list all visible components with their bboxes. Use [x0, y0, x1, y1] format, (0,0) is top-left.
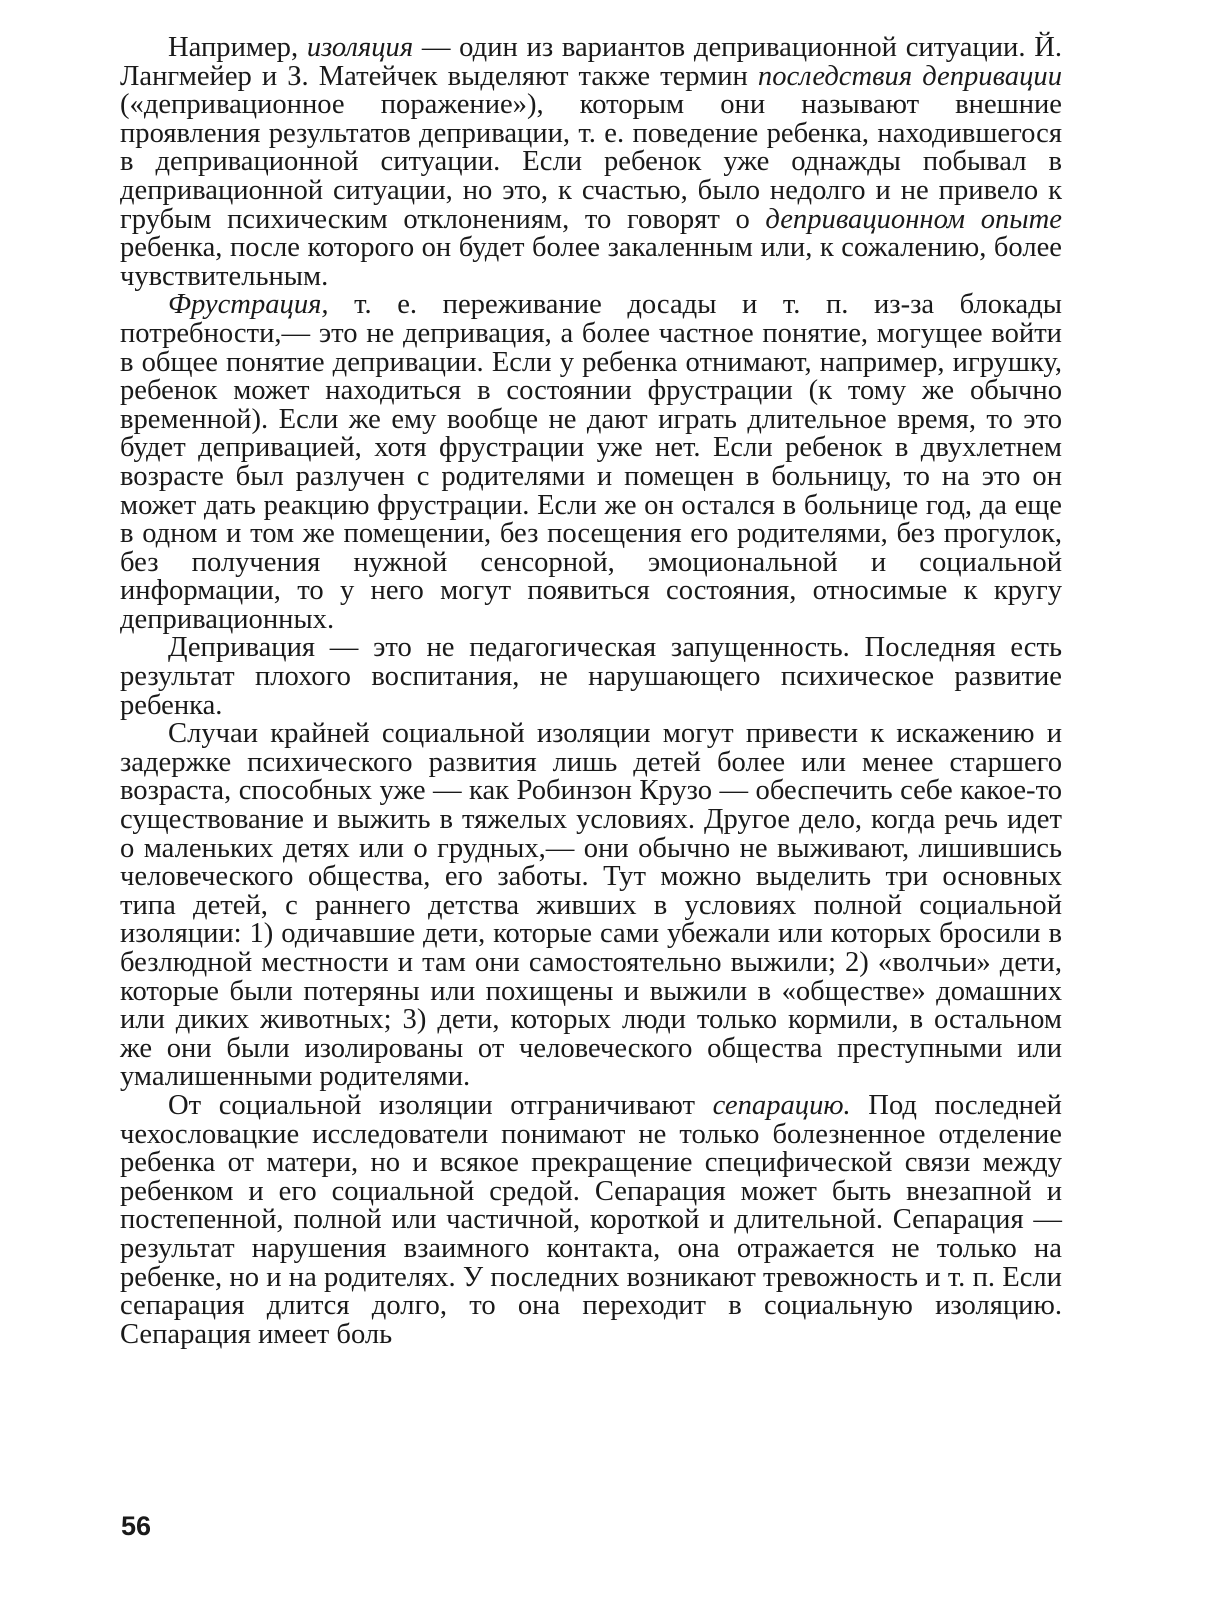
paragraph-social-isolation: Случаи крайней социальной изоляции могут привести к искажению и задержке психического развития лишь детей более или менее старшего возраста, способных уже — как Робинзон Крузо — обеспечить себе какое-то существование и выжить в тяжелых условиях. Другое дело, когда речь идет о маленьких детях или о грудных,— они обычно не выживают, лишившись человеческого общества, его заботы. Тут можно выделить три основных типа детей, с раннего детства живших в условиях полной социальной изоляции: 1) одичавшие дети, которые сами убежали или которых бросили в безлюдной местности и там они самостоятельно выжили; 2) «волчьи» дети, которые были потеряны или похищены и выжили в «обществе» домашних или диких животных; 3) дети, которых люди только кормили, в остальном же они были изолированы от человеческого общества преступными или умалишенными родителями.: [120, 718, 1062, 1093]
page-number: 56: [121, 1511, 152, 1541]
paragraph-isolation: Например, изоляция — один из вариантов депривационной ситуации. Й. Лангмейер и З. Матейчек выделяют также термин последствия депривации («депривационное поражение»), которым они называют внешние проявления результатов депривации, т. е. поведение ребенка, находившегося в депривационной ситуации. Если ребенок уже однажды побывал в депривационной ситуации, но это, к счастью, было недолго и не привело к грубым психическим отклонениям, то говорят о депривационном опыте ребенка, после которого он будет более закаленным или, к сожалению, более чувствительным.: [120, 32, 1062, 292]
paragraph-separation: От социальной изоляции отграничивают сепарацию. Под последней чехословацкие исследователи понимают не только болезненное отделение ребенка от матери, но и всякое прекращение специфической связи между ребенком и его социальной средой. Сепарация может быть внезапной и постепенной, полной или частичной, короткой и длительной. Сепарация — результат нарушения взаимного контакта, она отражается не только на ребенке, но и на родителях. У последних возникают тревожность и т. п. Если сепарация длится долго, то она переходит в социальную изоляцию. Сепарация имеет боль: [120, 1089, 1062, 1350]
paragraph-frustration: Фрустрация, т. е. переживание досады и т. п. из-за блокады потребности,— это не депривация, а более частное понятие, могущее войти в общее понятие депривации. Если у ребенка отнимают, например, игрушку, ребенок может находиться в состоянии фрустрации (к тому же обычно временной). Если же ему вообще не дают играть длительное время, то это будет депривацией, хотя фрустрации уже нет. Если ребенок в двухлетнем возрасте был разлучен с родителями и помещен в больницу, то на это он может дать реакцию фрустрации. Если же он остался в больнице год, да еще в одном и том же помещении, без посещения его родителями, без прогулок, без получения нужной сенсорной, эмоциональной и социальной информации, то у него могут появиться состояния, относимые к кругу депривационных.: [120, 289, 1062, 635]
paragraph-neglect: Депривация — это не педагогическая запущенность. Последняя есть результат плохого воспитания, не нарушающего психическое развитие ребенка.: [120, 632, 1062, 721]
page-text: [120, 34, 1062, 1349]
